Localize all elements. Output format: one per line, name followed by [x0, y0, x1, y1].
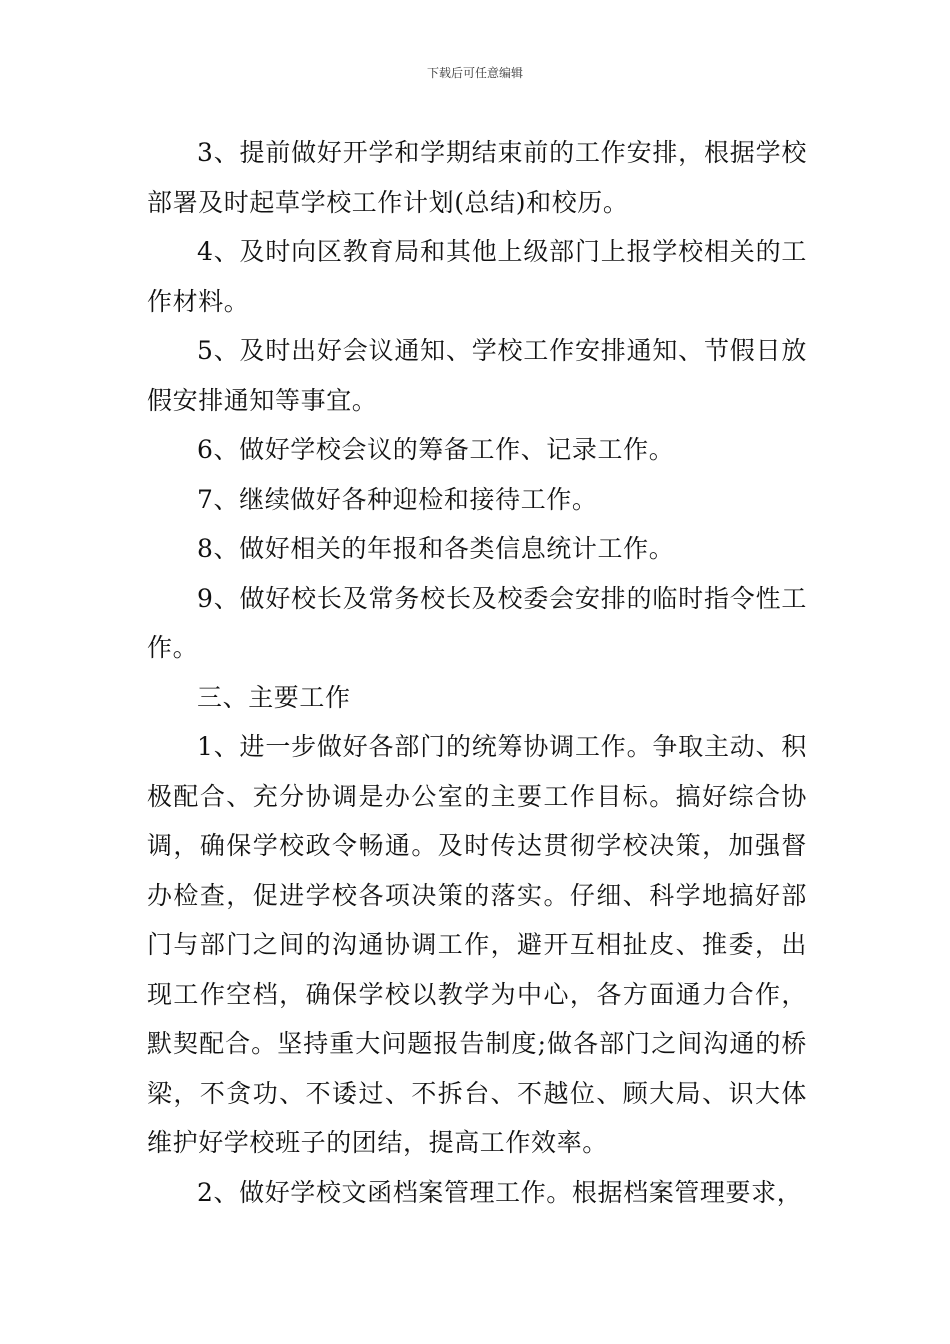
paragraph-item-5: 5、及时出好会议通知、学校工作安排通知、节假日放假安排通知等事宜。: [147, 336, 807, 415]
paragraph-main-work-1: 1、进一步做好各部门的统筹协调工作。争取主动、积极配合、充分协调是办公室的主要工作目标。搞好综合协调，确保学校政令畅通。及时传达贯彻学校决策，加强督办检查，促进学校各项决策的落实。仔细、科学地搞好部门与部门之间的沟通协调工作，避开互相扯皮、推委，出现工作空档，确保学校以教学为中心，各方面通力合作，默契配合。坚持重大问题报告制度;做各部门之间沟通的桥梁，不贪功、不诿过、不拆台、不越位、顾大局、识大体维护好学校班子的团结，提高工作效率。: [147, 732, 807, 1157]
paragraph-item-3: 3、提前做好开学和学期结束前的工作安排，根据学校部署及时起草学校工作计划(总结)和校历。: [147, 138, 807, 217]
paragraph-main-work-2: 2、做好学校文函档案管理工作。根据档案管理要求，: [197, 1177, 803, 1207]
paragraph-item-8: 8、做好相关的年报和各类信息统计工作。: [197, 534, 675, 563]
section-heading-main-work: 三、主要工作: [197, 682, 351, 712]
paragraph-item-7: 7、继续做好各种迎检和接待工作。: [197, 484, 598, 514]
paragraph-item-6: 6、做好学校会议的筹备工作、记录工作。: [197, 435, 675, 464]
paragraph-item-4: 4、及时向区教育局和其他上级部门上报学校相关的工作材料。: [147, 237, 807, 316]
page-header: 下载后可任意编辑: [426, 66, 523, 80]
document-body: [147, 128, 807, 1217]
paragraph-item-9: 9、做好校长及常务校长及校委会安排的临时指令性工作。: [147, 583, 807, 662]
